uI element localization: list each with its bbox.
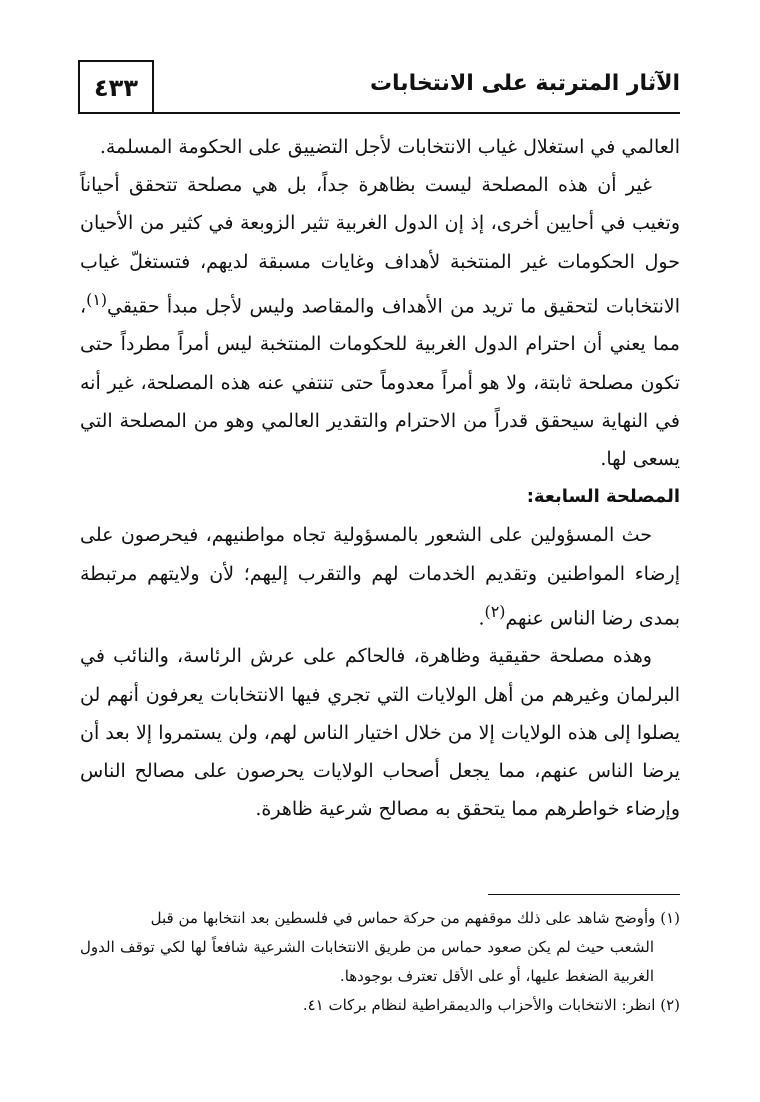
paragraph-2-continuation: ، مما يعني أن احترام الدول الغربية للحكومات المنتخبة ليس أمراً مطرداً حتى تكون مصلحة ثابتة، ولا هو أمراً معدوماً حتى تنتفي عنه هذه المصلحة، غير أنه في النهاية سيحقق قدراً من الاحترام والتقدير العالمي وهو من المصلحة التي يسعى لها.: [80, 295, 680, 470]
paragraph-4: وهذه مصلحة حقيقية وظاهرة، فالحاكم على عرش الرئاسة، والنائب في البرلمان وغيرهم من أهل الولايات التي تجري فيها الانتخابات يعرفون أنهم لن يصلوا إلى هذه الولايات إلا من خلال اختيار الناس لهم، ولن يستمروا إلا بعد أن يرضا الناس عنهم، مما يجعل أصحاب الولايات يحرصون على مصالح الناس وإرضاء خواطرهم مما يتحقق به مصالح شرعية ظاهرة.: [80, 645, 680, 821]
paragraph-2: [80, 166, 680, 478]
paragraph-3-text: حث المسؤولين على الشعور بالمسؤولية تجاه مواطنيهم، فيحرصون على إرضاء المواطنين وتقديم الخدمات لهم والتقرب إليهم؛ لأن ولايتهم مرتبطة بمدى رضا الناس عنهم: [80, 524, 680, 630]
footnote-ref-2[interactable]: (٢): [484, 601, 506, 621]
running-header-title: الآثار المترتبة على الانتخابات: [369, 71, 680, 96]
footnote-2-number: (٢): [660, 996, 680, 1014]
footnote-separator: [488, 894, 680, 895]
footnote-2-text: انظر: الانتخابات والأحزاب والديمقراطية لنظام بركات ٤١.: [302, 996, 656, 1014]
paragraph-3-end: .: [478, 607, 485, 630]
footnote-1-text: وأوضح شاهد على ذلك موقفهم من حركة حماس في فلسطين بعد انتخابها من قبل: [150, 909, 656, 927]
page-number: ٤٣٣: [78, 60, 154, 114]
footnote-ref-1[interactable]: (١): [86, 289, 108, 309]
section-heading: المصلحة السابعة:: [526, 486, 680, 508]
footnotes: [80, 904, 680, 1020]
footnote-1: [80, 904, 680, 933]
footnote-2: [80, 991, 680, 1020]
paragraph-3: [80, 516, 680, 637]
footnote-1-number: (١): [660, 909, 680, 927]
footnote-1-continuation: الشعب حيث لم يكن صعود حماس من طريق الانتخابات الشرعية شافعاً لها لكي توقف الدول الغربية الضغط عليها، أو على الأقل تعترف بوجودها.: [80, 938, 654, 985]
header-rule: [78, 112, 680, 114]
main-text: [80, 128, 680, 828]
paragraph-1: العالمي في استغلال غياب الانتخابات لأجل التضييق على الحكومة المسلمة.: [99, 136, 680, 158]
paragraph-2-text: غير أن هذه المصلحة ليست بظاهرة جداً، بل هي مصلحة تتحقق أحياناً وتغيب في أحايين أخرى، إذ إن الدول الغربية تثير الزوبعة في كثير من الأحيان حول الحكومات غير المنتخبة لأهداف وغايات مسبقة لديهم، فتستغلّ غياب الانتخابات لتحقيق ما تريد من الأهداف والمقاصد وليس لأجل مبدأ حقيقي: [80, 174, 680, 318]
